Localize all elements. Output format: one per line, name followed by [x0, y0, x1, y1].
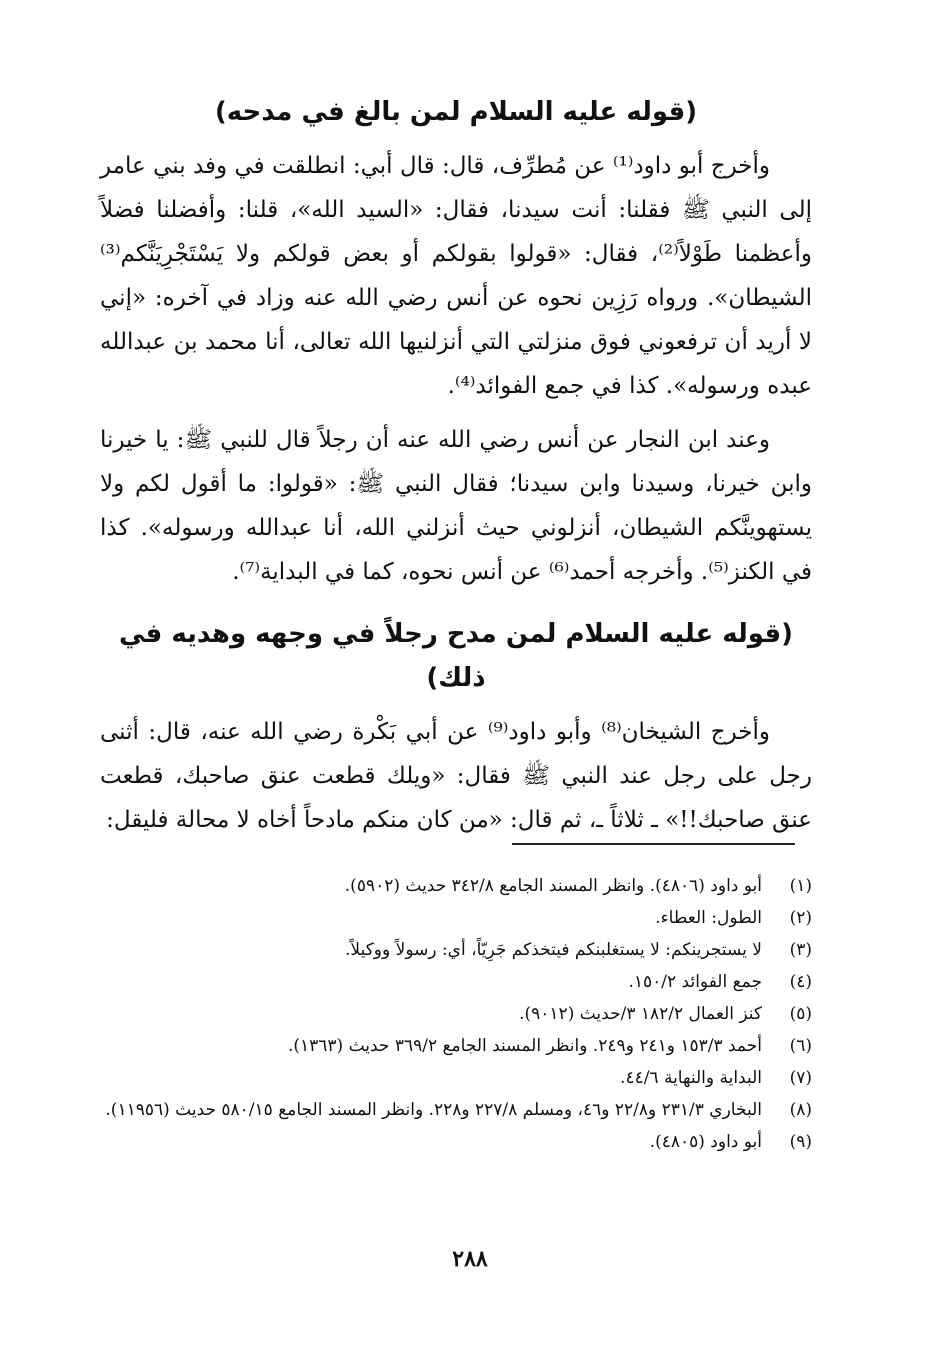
- footnote: [100, 1030, 812, 1062]
- footnote: [100, 966, 812, 998]
- footnote-text: أبو داود (٤٨٠٦). وانظر المسند الجامع ٣٤٢/٨ حديث (٥٩٠٢).: [344, 876, 762, 896]
- footnote-number: (٨): [789, 1100, 812, 1120]
- footnote-number: (٦): [789, 1036, 812, 1056]
- footnote-text: البداية والنهاية ٤٤/٦.: [620, 1068, 762, 1088]
- footnote-text: جمع الفوائد ١٥٠/٢.: [628, 972, 762, 992]
- paragraph: وعند ابن النجار عن أنس رضي الله عنه أن رجلاً قال للنبي ﷺ: يا خيرنا وابن خيرنا، وسيدنا وابن سيدنا؛ فقال النبي ﷺ: «قولوا: ما أقول لكم ولا يستهوينَّكم الشيطان، أنزلوني حيث أنزلني الله، أنا عبدالله ورسوله». كذا في الكنز⁽⁵⁾. وأخرجه أحمد⁽⁶⁾ عن أنس نحوه، كما في البداية⁽⁷⁾.: [100, 427, 812, 585]
- footnote-text: لا يستجرينكم: لا يستغلبنكم فيتخذكم جَرِيّاً، أي: رسولاً ووكيلاً.: [345, 940, 762, 960]
- footnote: [100, 1126, 812, 1158]
- footnote-divider: [512, 843, 795, 845]
- paragraph: وأخرج الشيخان⁽⁸⁾ وأبو داود⁽⁹⁾ عن أبي بَكْرة رضي الله عنه، قال: أثنى رجل على رجل عند النبي ﷺ فقال: «ويلك قطعت عنق صاحبك، قطعت عنق صاحبك!!» ـ ثلاثاً ـ، ثم قال: «من كان منكم مادحاً أخاه لا محالة فليقل:: [100, 719, 812, 833]
- footnote-number: (٥): [789, 1004, 812, 1024]
- footnote-number: (٧): [789, 1068, 812, 1088]
- footnote: [100, 902, 812, 934]
- footnote-text: الطول: العطاء.: [655, 908, 762, 928]
- section-praise-face: [100, 612, 812, 842]
- footnote: [100, 998, 812, 1030]
- footnote: [100, 870, 812, 902]
- footnote: [100, 1062, 812, 1094]
- footnote: [100, 1094, 812, 1126]
- footnote-number: (٢): [789, 908, 812, 928]
- footnote-text: أحمد ١٥٣/٣ و٢٤١ و٢٤٩. وانظر المسند الجامع ٣٦٩/٢ حديث (١٣٦٣).: [287, 1036, 762, 1056]
- section-heading: (قوله عليه السلام لمن بالغ في مدحه): [214, 97, 698, 127]
- footnote-number: (١): [789, 876, 812, 896]
- page-body: [100, 90, 812, 852]
- footnote-number: (٤): [789, 972, 812, 992]
- footnote-number: (٣): [789, 940, 812, 960]
- footnotes: [100, 870, 812, 1158]
- section-praise-excess: [100, 90, 812, 594]
- footnote-number: (٩): [789, 1132, 812, 1152]
- section-heading: (قوله عليه السلام لمن مدح رجلاً في وجهه وهديه في ذلك): [118, 619, 793, 693]
- footnote-text: كنز العمال ١٨٢/٢ ٣/حديث (٩٠١٢).: [519, 1004, 762, 1024]
- paragraph: وأخرج أبو داود⁽¹⁾ عن مُطرِّف، قال: قال أبي: انطلقت في وفد بني عامر إلى النبي ﷺ فقلنا: أنت سيدنا، فقال: «السيد الله»، قلنا: وأفضلنا فضلاً وأعظمنا طَوْلاً⁽²⁾، فقال: «قولوا بقولكم أو بعض قولكم ولا يَسْتَجْرِيَنَّكم⁽³⁾ الشيطان». ورواه رَزِين نحوه عن أنس رضي الله عنه وزاد في آخره: «إني لا أريد أن ترفعوني فوق منزلتي التي أنزلنيها الله تعالى، أنا محمد بن عبدالله عبده ورسوله». كذا في جمع الفوائد⁽⁴⁾.: [100, 153, 812, 399]
- footnote-text: أبو داود (٤٨٠٥).: [649, 1132, 762, 1152]
- footnote: [100, 934, 812, 966]
- footnote-text: البخاري ٢٣١/٣ و٢٢/٨ و٤٦، ومسلم ٢٢٧/٨ و٢٢٨. وانظر المسند الجامع ٥٨٠/١٥ حديث (١١٩٥٦).: [105, 1100, 762, 1120]
- page-number: ٢٨٨: [452, 1246, 488, 1272]
